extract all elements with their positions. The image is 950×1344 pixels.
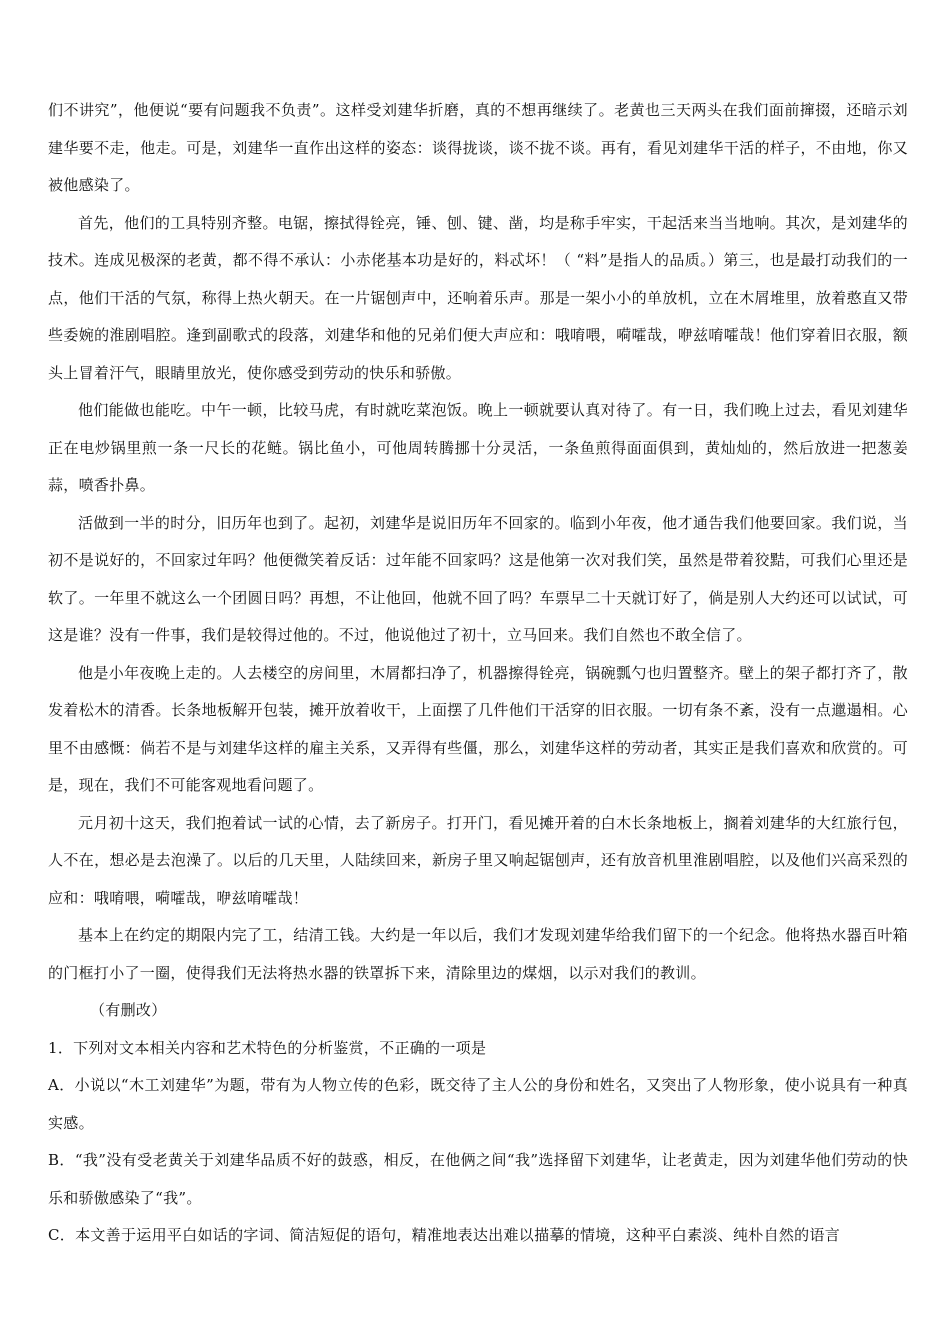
edit-note: （有删改） [90, 1001, 167, 1019]
article-paragraph-2: 首先，他们的工具特别齐整。电锯，擦拭得铨亮，锤、刨、键、凿，均是称手牢实，干起活来当当地响。其次，是刘建华的技术。连成见极深的老黄，都不得不承认：小赤佬基本功是好的，料忒坏！（ “料”是指人的品质。）第三，也是最打动我们的一点，他们干活的气氛，称得上热火朝天。在一片锯刨声中，还响着乐声。那是一架小小的单放机，立在木屑堆里，放着憨直又带些委婉的淮剧唱腔。逢到副歌式的段落，刘建华和他的兄弟们便大声应和：哦唷喂，嗬嚯哉，咿兹唷嚯哉！他们穿着旧衣服，额头上冒着汗气，眼睛里放光，使你感受到劳动的快乐和骄傲。 [48, 213, 908, 382]
document-page [48, 92, 908, 1255]
article-paragraph-6: 元月初十这天，我们抱着试一试的心情，去了新房子。打开门，看见摊开着的白木长条地板上，搁着刘建华的大红旅行包，人不在，想必是去泡澡了。以后的几天里，人陆续回来，新房子里又响起锯刨声，还有放音机里淮剧唱腔，以及他们兴高采烈的应和：哦唷喂，嗬嚯哉，咿兹唷嚯哉！ [48, 813, 908, 907]
article-paragraph-7: 基本上在约定的期限内完了工，结清工钱。大约是一年以后，我们才发现刘建华给我们留下的一个纪念。他将热水器百叶箱的门框打小了一圈，使得我们无法将热水器的铁罩拆下来，清除里边的煤烟，以示对我们的教训。 [48, 926, 908, 982]
question-option-a: A．小说以“木工刘建华”为题，带有为人物立传的色彩，既交待了主人公的身份和姓名，又突出了人物形象，使小说具有一种真实感。 [48, 1076, 908, 1132]
question-stem: 1．下列对文本相关内容和艺术特色的分析鉴赏，不正确的一项是 [48, 1038, 487, 1057]
article-paragraph-4: 活做到一半的时分，旧历年也到了。起初，刘建华是说旧历年不回家的。临到小年夜，他才通告我们他要回家。我们说，当初不是说好的，不回家过年吗？他便微笑着反话：过年能不回家吗？这是他第一次对我们笑，虽然是带着狡黠，可我们心里还是软了。一年里不就这么一个团圆日吗？再想，不让他回，他就不回了吗？车票早二十天就订好了，倘是别人大约还可以试试，可这是谁？没有一件事，我们是较得过他的。不过，他说他过了初十，立马回来。我们自然也不敢全信了。 [48, 513, 908, 644]
article-paragraph-1: 们不讲究”，他便说“要有问题我不负责”。这样受刘建华折磨，真的不想再继续了。老黄也三天两头在我们面前撺掇，还暗示刘建华要不走，他走。可是，刘建华一直作出这样的姿态：谈得拢谈，谈不拢不谈。再有，看见刘建华干活的样子，不由地，你又被他感染了。 [48, 101, 908, 194]
article-paragraph-3: 他们能做也能吃。中午一顿，比较马虎，有时就吃菜泡饭。晚上一顿就要认真对待了。有一日，我们晚上过去，看见刘建华正在电炒锅里煎一条一尺长的花鲢。锅比鱼小，可他周转腾挪十分灵活，一条鱼煎得面面俱到，黄灿灿的，然后放进一把葱姜蒜，喷香扑鼻。 [48, 401, 908, 494]
article-paragraph-5: 他是小年夜晚上走的。人去楼空的房间里，木屑都扫净了，机器擦得铨亮，锅碗瓢勺也归置整齐。壁上的架子都打齐了，散发着松木的清香。长条地板解开包装，摊开放着收干，上面摆了几件他们干活穿的旧衣服。一切有条不紊，没有一点邋遢相。心里不由感慨：倘若不是与刘建华这样的雇主关系，又弄得有些僵，那么，刘建华这样的劳动者，其实正是我们喜欢和欣赏的。可是，现在，我们不可能客观地看问题了。 [48, 663, 908, 794]
question-option-b: B．“我”没有受老黄关于刘建华品质不好的鼓惑，相反，在他俩之间“我”选择留下刘建华，让老黄走，因为刘建华他们劳动的快乐和骄傲感染了“我”。 [48, 1151, 908, 1207]
question-option-c: C．本文善于运用平白如话的字词、简洁短促的语句，精准地表达出难以描摹的情境，这种平白素淡、纯朴自然的语言 [48, 1226, 841, 1244]
